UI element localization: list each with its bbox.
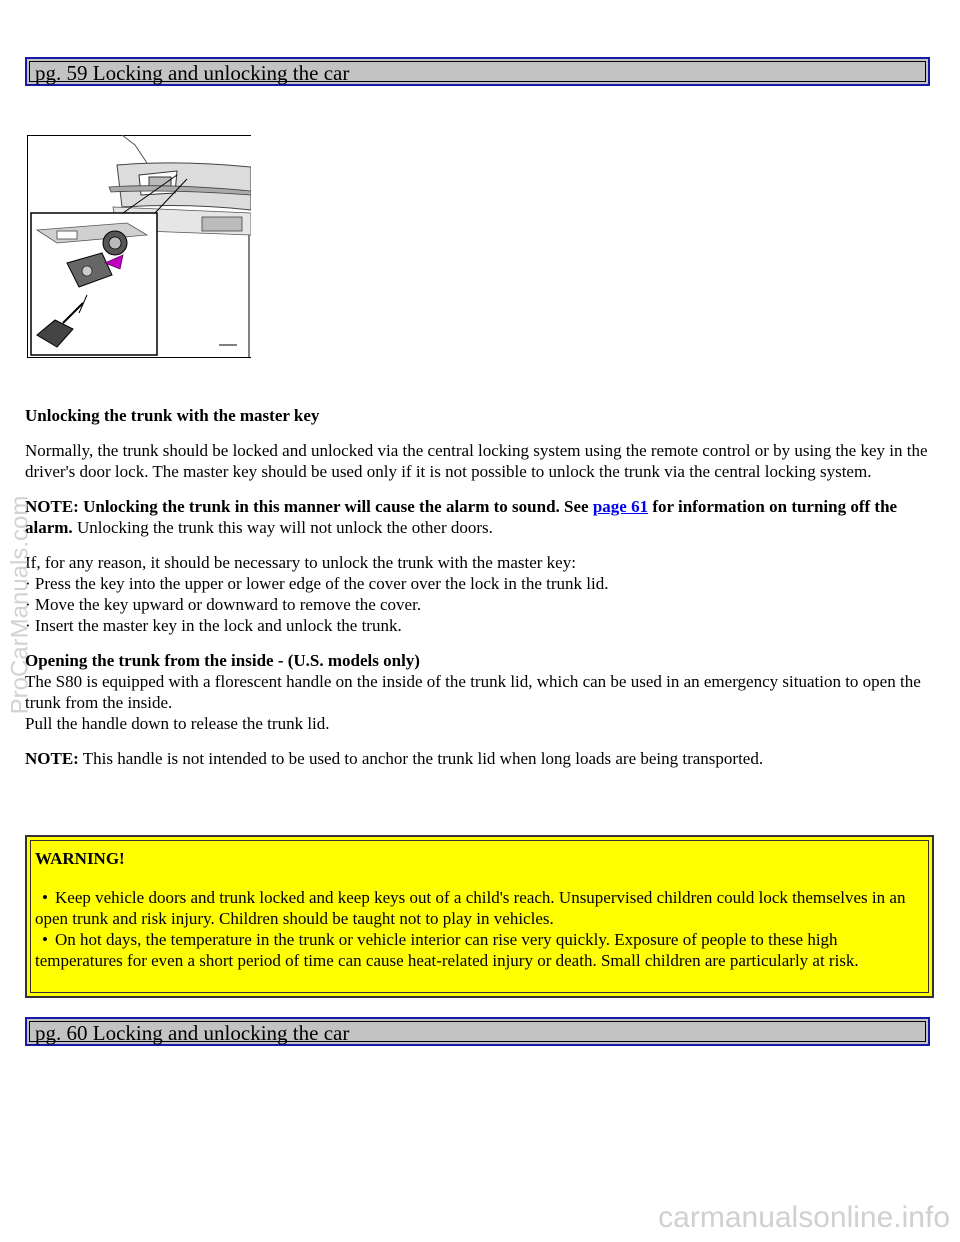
paragraph: The S80 is equipped with a florescent handle on the inside of the trunk lid, which can be used in an emergency situation to open the trunk from the inside. [25, 672, 921, 712]
note-label: NOTE: [25, 749, 79, 768]
section-title: Unlocking the trunk with the master key [25, 406, 320, 425]
bullet-icon: • [42, 888, 48, 907]
side-watermark [0, 470, 40, 740]
warning-item-text: On hot days, the temperature in the trunk or vehicle interior can rise very quickly. Exposure of people to these high temperatures for even a short period of time can cause heat-related injury or death. Small children are particularly at risk. [35, 930, 859, 970]
warning-item [35, 887, 924, 929]
note-bold-2: for information on turning off the alarm. [25, 497, 898, 537]
bullet-icon: • [42, 930, 48, 949]
side-watermark-text: ProCarManuals.com [6, 495, 34, 715]
step-item: · Insert the master key in the lock and unlock the trunk. [25, 616, 402, 635]
paragraph: Pull the handle down to release the trunk lid. [25, 714, 330, 733]
section-master-key [25, 405, 935, 769]
warning-item [35, 929, 924, 971]
note-bold: NOTE: Unlocking the trunk in this manner will cause the alarm to sound. See [25, 497, 593, 516]
note-text: This handle is not intended to be used to anchor the trunk lid when long loads are being transported. [78, 749, 764, 768]
steps-intro: If, for any reason, it should be necessary to unlock the trunk with the master key: [25, 553, 576, 572]
page-header-title: pg. 60 Locking and unlocking the car [29, 1021, 926, 1042]
warning-item-text: Keep vehicle doors and trunk locked and keep keys out of a child's reach. Unsupervised children could lock themselves in an open trunk and risk injury. Children should be taught not to play in vehicles. [35, 888, 906, 928]
page-header-59 [25, 57, 930, 86]
warning-box [25, 835, 934, 998]
page-header-60 [25, 1017, 930, 1046]
step-item: · Press the key into the upper or lower edge of the cover over the lock in the trunk lid. [25, 574, 609, 593]
section-title-inside: Opening the trunk from the inside - (U.S. models only) [25, 651, 420, 670]
step-item: · Move the key upward or downward to remove the cover. [25, 595, 422, 614]
note-paragraph [25, 496, 935, 538]
footer-watermark: carmanualsonline.info [658, 1201, 950, 1234]
trunk-lock-illustration [27, 135, 251, 358]
page-61-link[interactable]: page 61 [592, 497, 649, 516]
paragraph: Normally, the trunk should be locked and unlocked via the central locking system using the remote control or by using the key in the driver's door lock. The master key should be used only if it is not possible to unlock the trunk via the central locking system. [25, 441, 928, 481]
warning-title: WARNING! [35, 849, 125, 868]
note-paragraph [25, 748, 935, 769]
page-header-title: pg. 59 Locking and unlocking the car [29, 61, 926, 82]
note-text: Unlocking the trunk this way will not unlock the other doors. [72, 518, 493, 537]
